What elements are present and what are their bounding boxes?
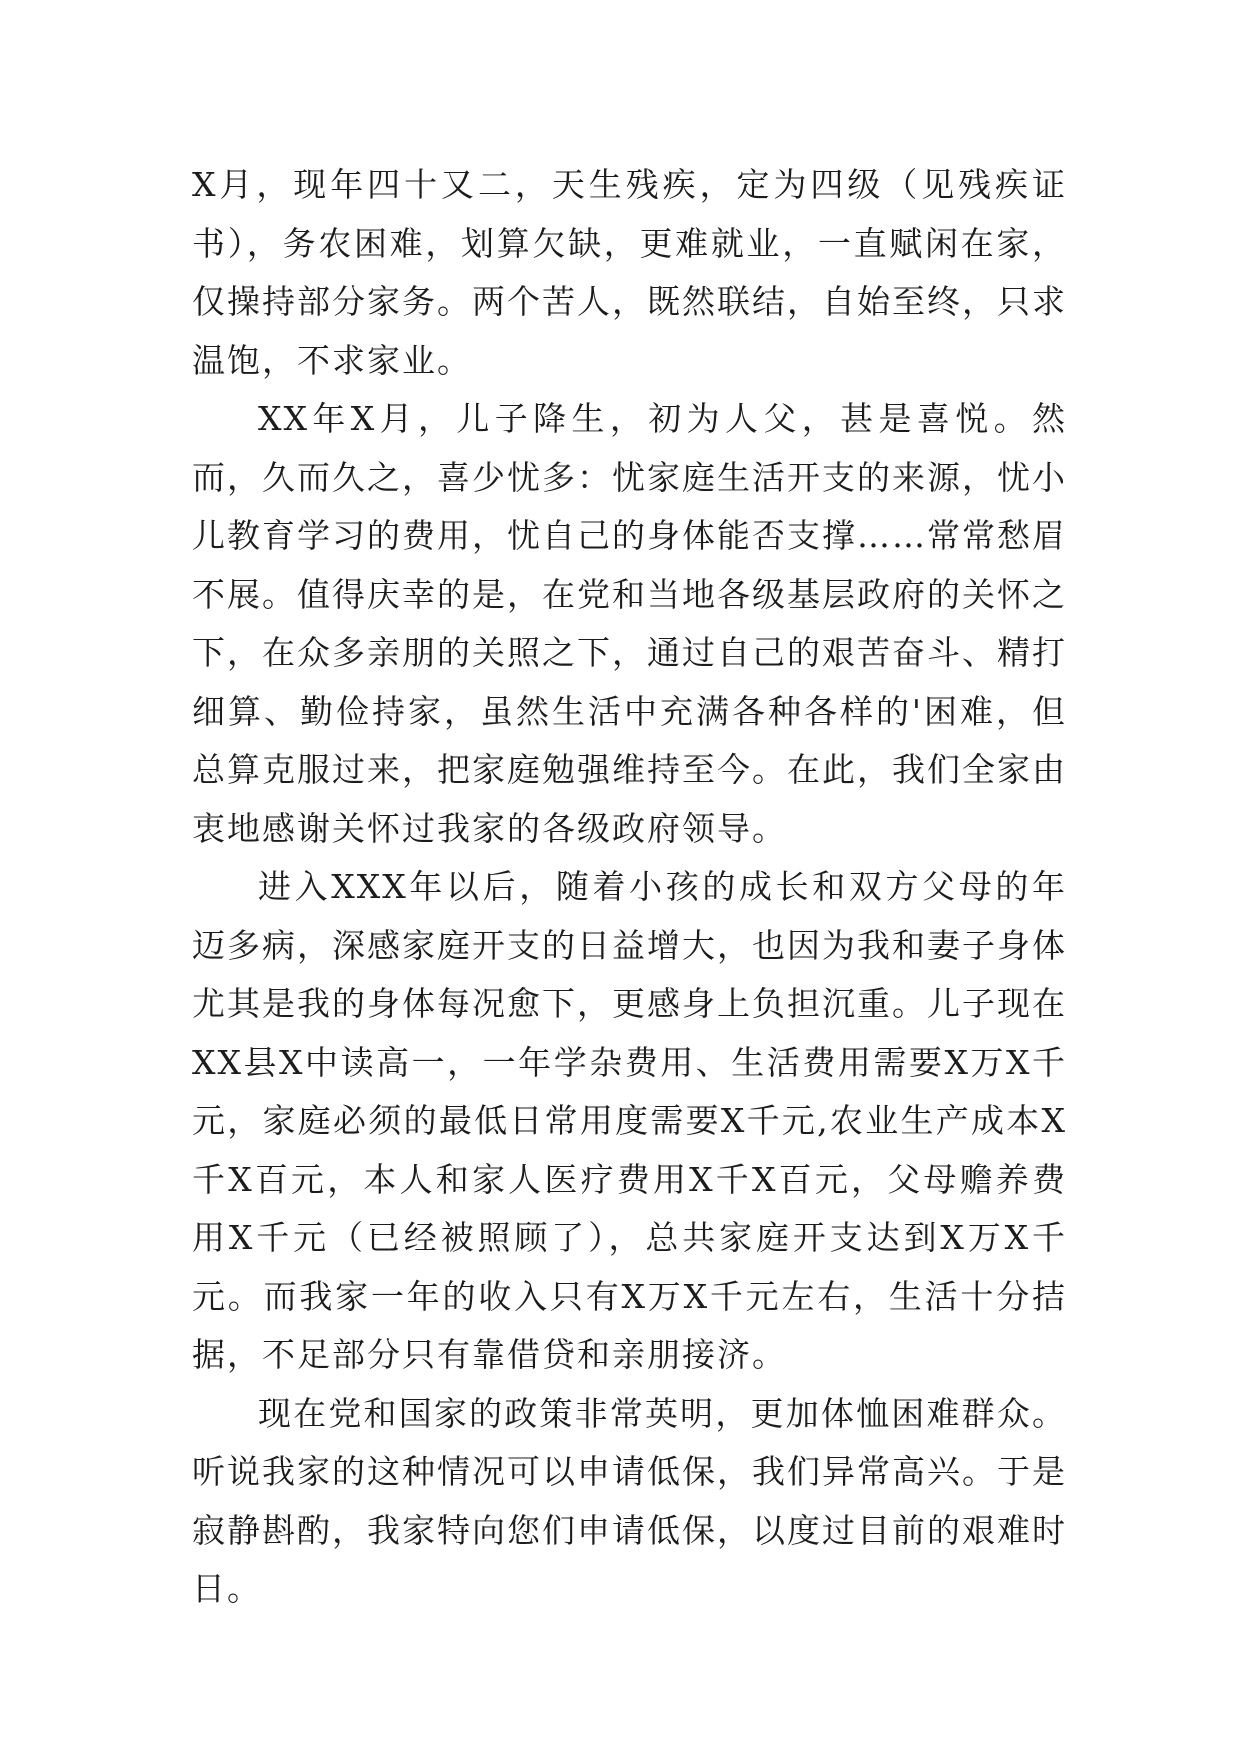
- paragraph-4: 现在党和国家的政策非常英明，更加体恤困难群众。听说我家的这种情况可以申请低保，我们异常高兴。于是寂静斟酌，我家特向您们申请低保，以度过目前的艰难时日。: [192, 1393, 1067, 1608]
- paragraph-2: XX年X月，儿子降生，初为人父，甚是喜悦。然而，久而久之，喜少忧多：忧家庭生活开支的来源，忧小儿教育学习的费用，忧自己的身体能否支撑……常常愁眉不展。值得庆幸的是，在党和当地各级基层政府的关怀之下，在众多亲朋的关照之下，通过自己的艰苦奋斗、精打细算、勤俭持家，虽然生活中充满各种各样的'困难，但总算克服过来，把家庭勉强维持至今。在此，我们全家由衷地感谢关怀过我家的各级政府领导。: [192, 399, 1067, 848]
- paragraph-3: 进入XXX年以后，随着小孩的成长和双方父母的年迈多病，深感家庭开支的日益增大，也因为我和妻子身体尤其是我的身体每况愈下，更感身上负担沉重。儿子现在XX县X中读高一，一年学杂费用、生活费用需要X万X千元，家庭必须的最低日常用度需要X千元,农业生产成本X千X百元，本人和家人医疗费用X千X百元，父母赡养费用X千元（已经被照顾了），总共家庭开支达到X万X千元。而我家一年的收入只有X万X千元左右，生活十分拮据，不足部分只有靠借贷和亲朋接济。: [192, 867, 1067, 1374]
- paragraph-1: X月，现年四十又二，天生残疾，定为四级（见残疾证书），务农困难，划算欠缺，更难就业，一直赋闲在家，仅操持部分家务。两个苦人，既然联结，自始至终，只求温饱，不求家业。: [192, 165, 1067, 380]
- document-body: [192, 156, 1067, 1619]
